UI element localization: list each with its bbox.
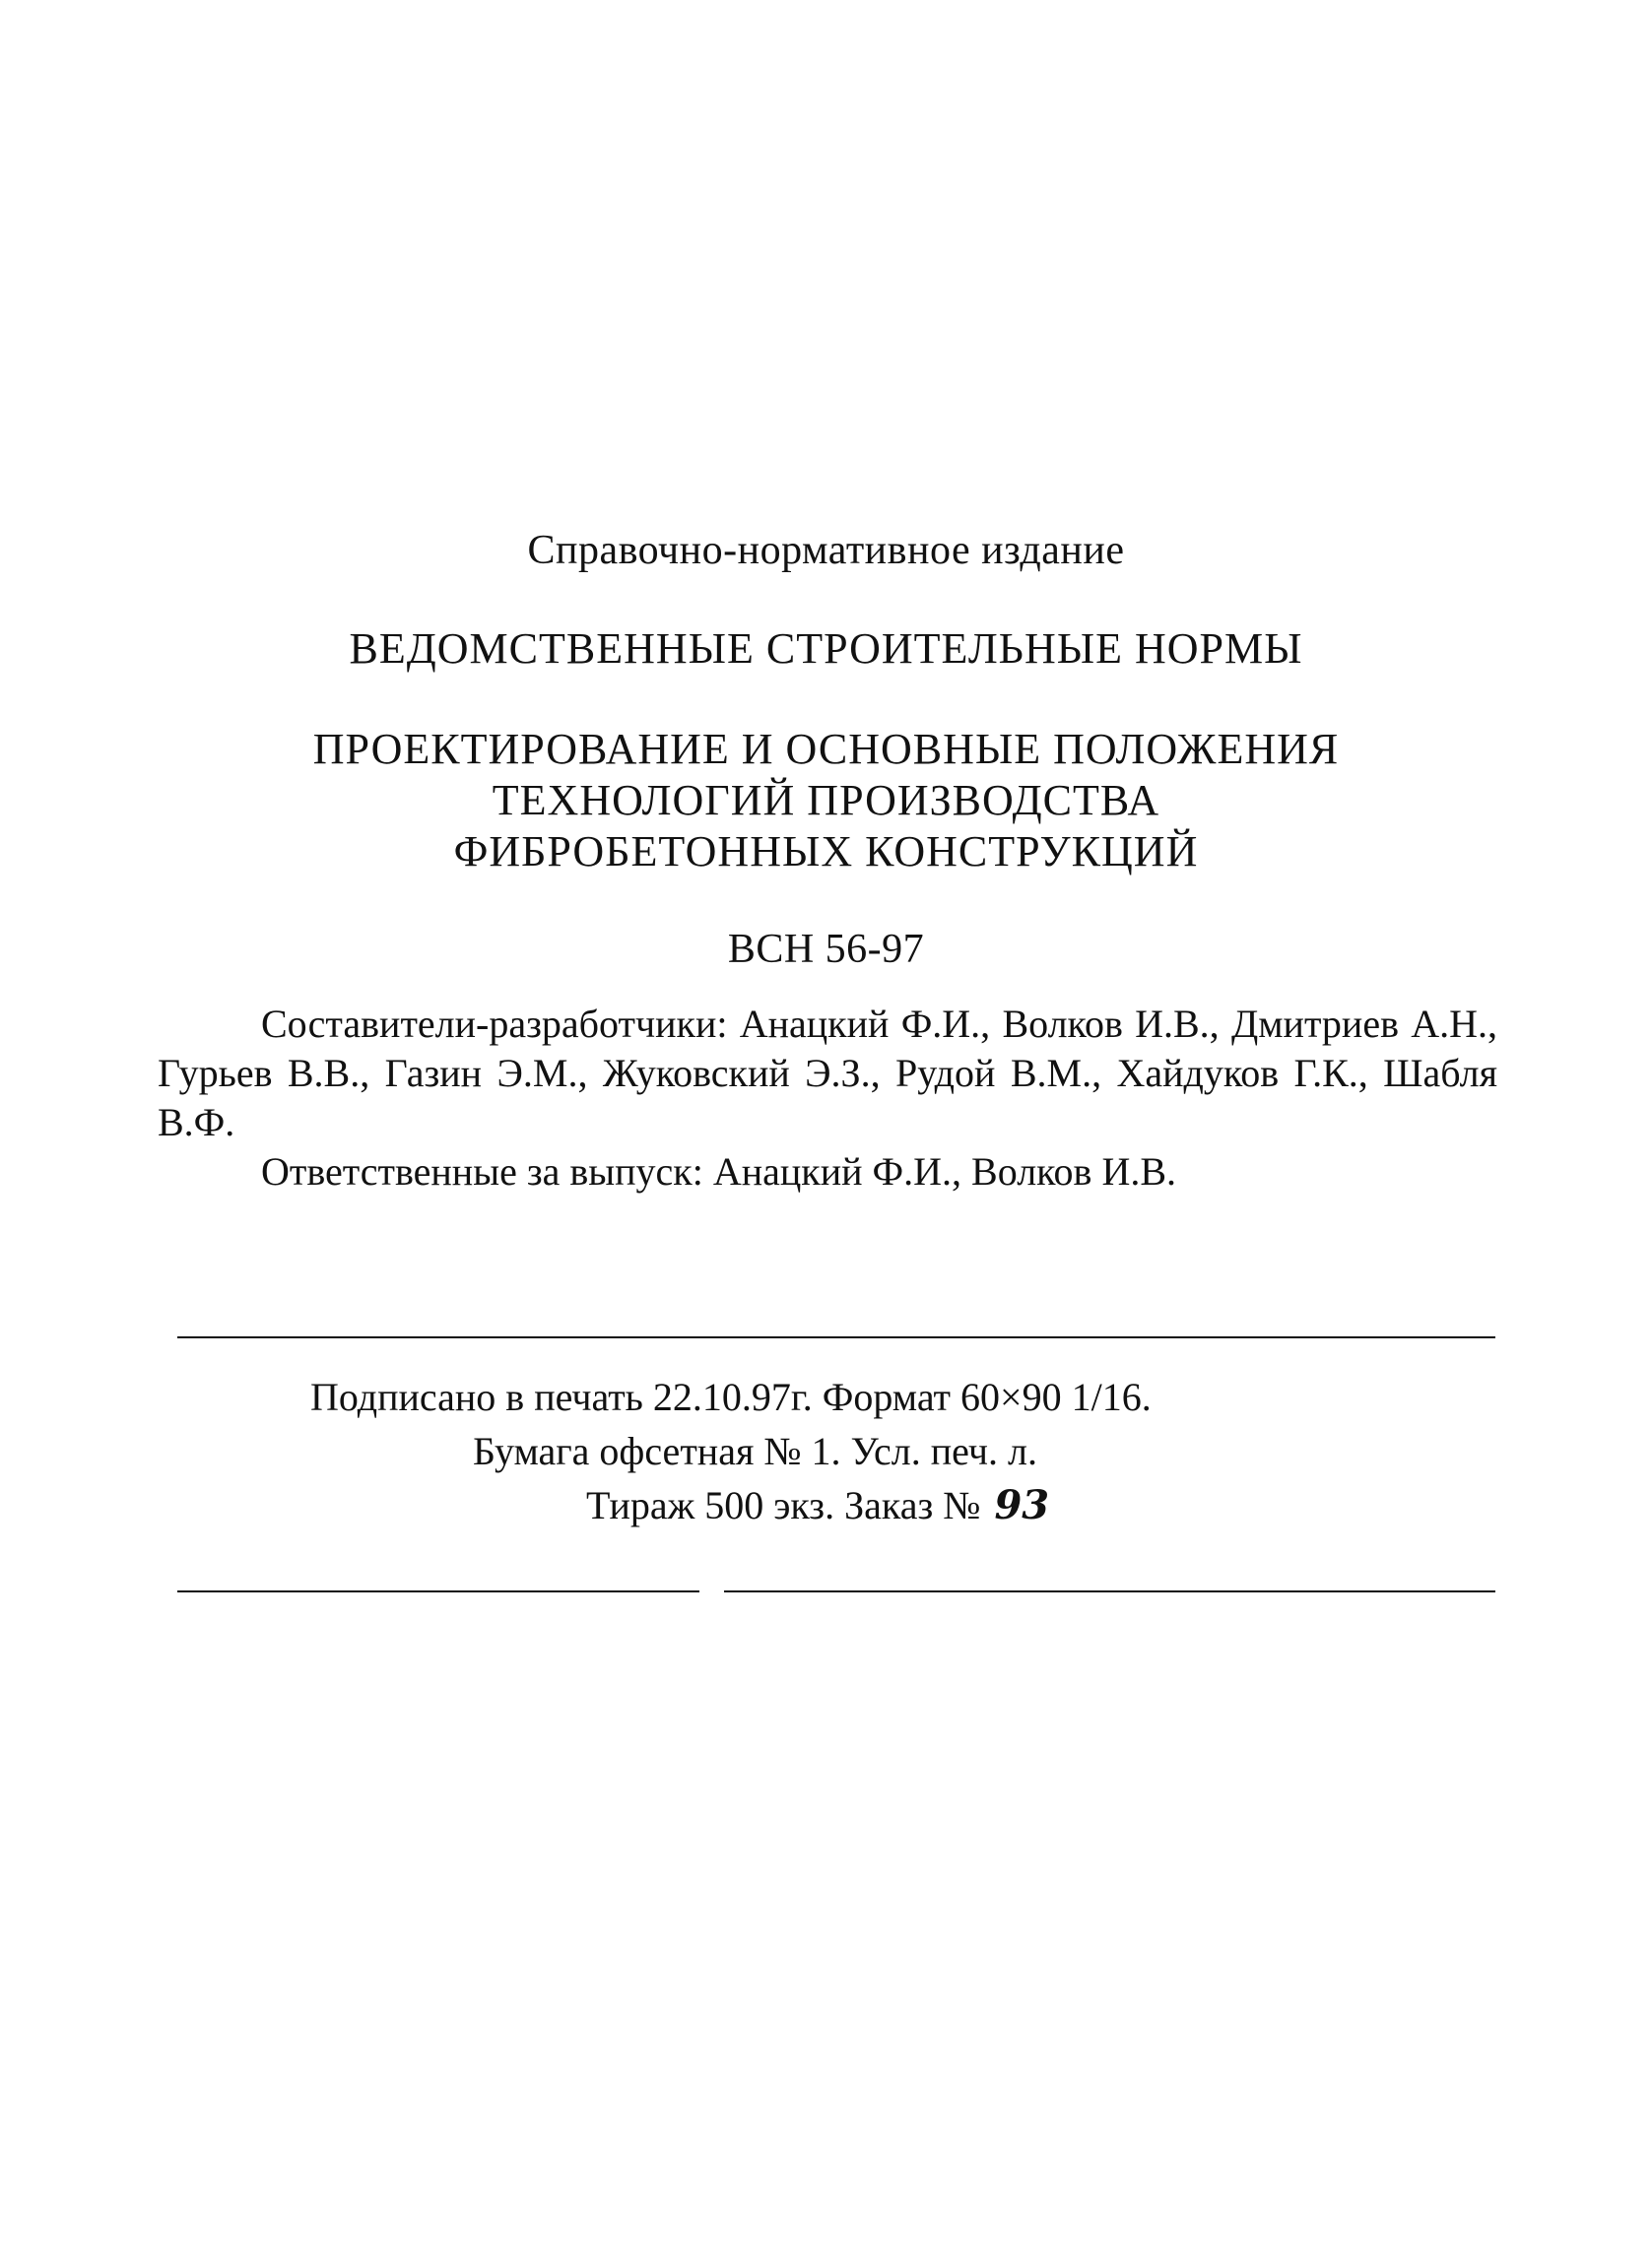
series-label: Справочно-нормативное издание — [527, 528, 1125, 573]
document-code: ВСН 56-97 — [727, 927, 925, 972]
norm-type-heading: ВЕДОМСТВЕННЫЕ СТРОИТЕЛЬНЫЕ НОРМЫ — [349, 624, 1303, 673]
responsible-persons: Ответственные за выпуск: Анацкий Ф.И., Волков И.В. — [261, 1149, 1177, 1194]
document-title — [0, 724, 1652, 877]
title-line: ПРОЕКТИРОВАНИЕ И ОСНОВНЫЕ ПОЛОЖЕНИЯ — [312, 725, 1340, 773]
divider-top — [177, 1336, 1495, 1338]
compilers-list: Составители-разработчики: Анацкий Ф.И., Волков И.В., Дмитриев А.Н., Гурьев В.В., Газин Э.М., Жуковский Э.З., Рудой В.М., Хайдуков Г.К., Шабля В.Ф. — [158, 1002, 1497, 1144]
title-line: ТЕХНОЛОГИЙ ПРОИЗВОДСТВА — [492, 776, 1160, 824]
imprint-paper: Бумага офсетная № 1. Усл. печ. л. — [473, 1429, 1037, 1473]
print-run-label: Тираж 500 экз. Заказ № — [586, 1483, 981, 1527]
credits-block — [158, 1000, 1497, 1197]
order-number-handwritten: 93 — [994, 1482, 1050, 1528]
imprint-signed: Подписано в печать 22.10.97г. Формат 60×90 1/16. — [310, 1375, 1152, 1419]
imprint-print-run — [586, 1482, 1049, 1528]
title-line: ФИБРОБЕТОННЫХ КОНСТРУКЦИЙ — [453, 827, 1199, 875]
divider-bottom-right — [724, 1590, 1495, 1592]
divider-bottom-left — [177, 1590, 699, 1592]
